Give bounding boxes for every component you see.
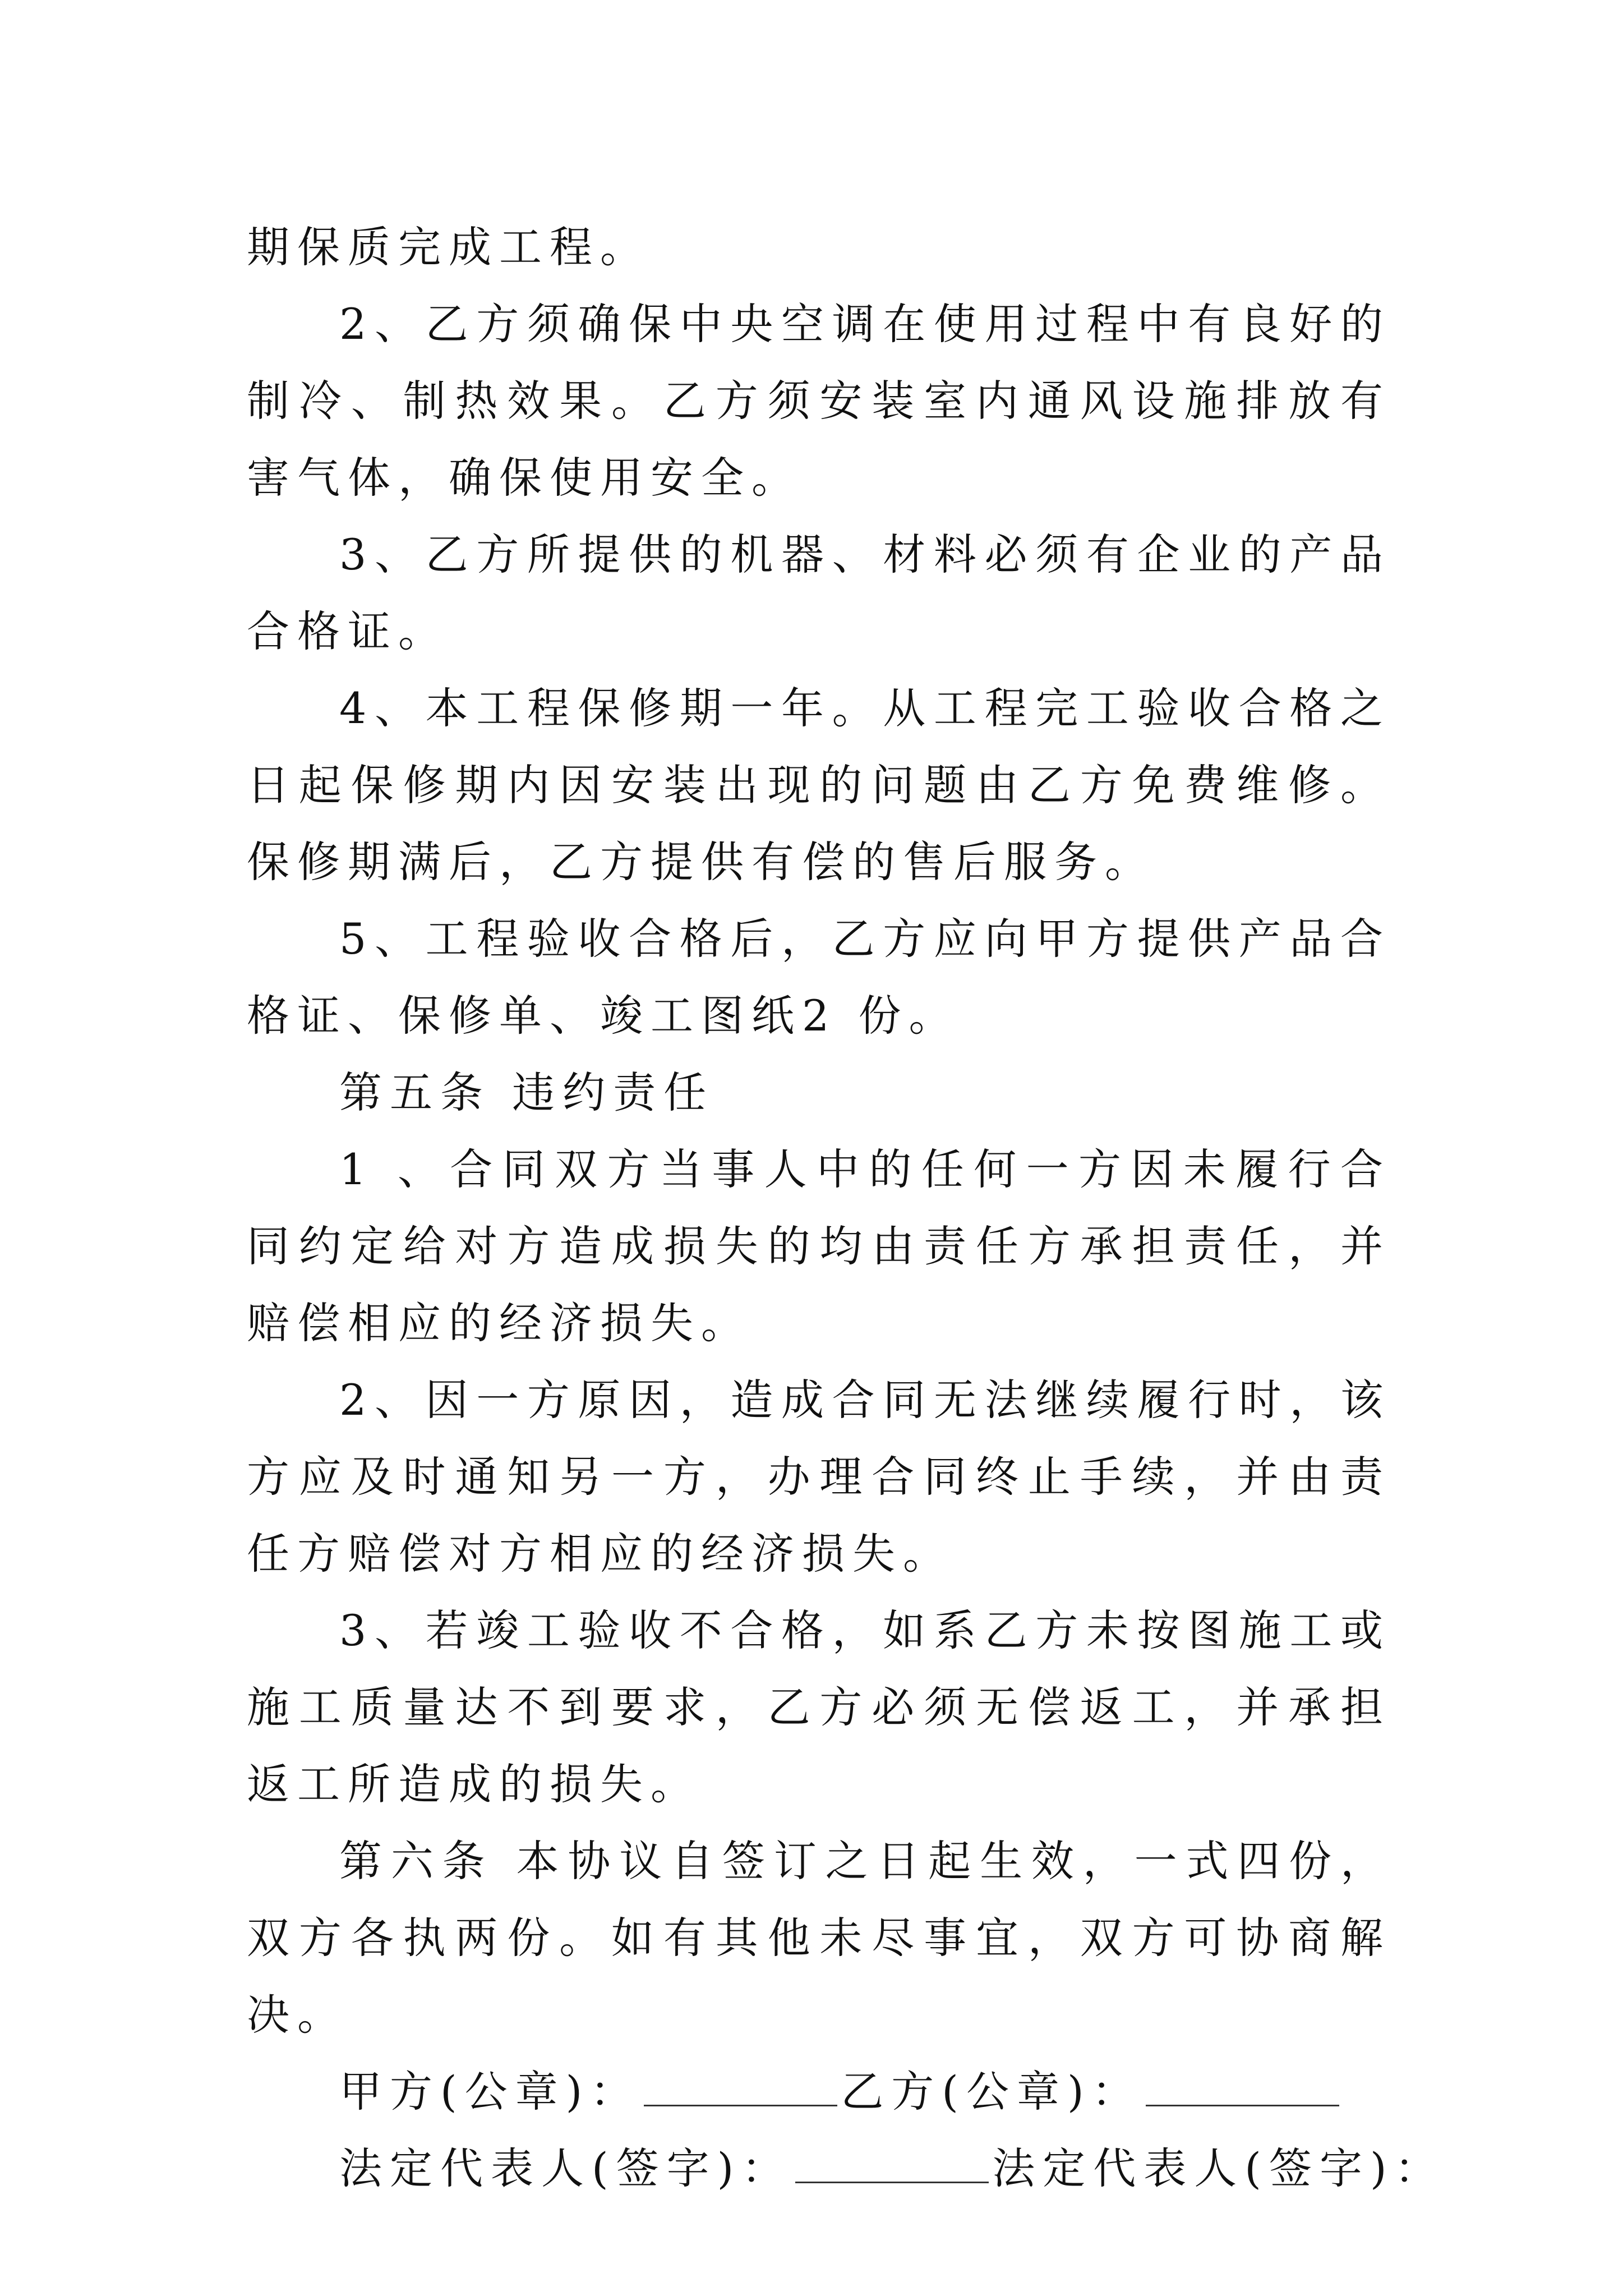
liability-item-1: 1 、合同双方当事人中的任何一方因未履行合同约定给对方造成损失的均由责任方承担责任，并赔偿相应的经济损失。 [247, 1144, 1391, 1348]
seal-line [247, 2053, 1391, 2130]
legal-rep-line [247, 2130, 1445, 2207]
party-b-seal-label: 乙方(公章)： [841, 2067, 1142, 2116]
article-5-heading: 第五条 违约责任 [339, 1068, 714, 1117]
clause-item-3-certificate: 3、乙方所提供的机器、材料必须有企业的产品合格证。 [247, 530, 1391, 656]
legal-rep-a-label: 法定代表人(签字)： [339, 2143, 792, 2193]
clause-item-5-documents: 5、工程验收合格后，乙方应向甲方提供产品合格证、保修单、竣工图纸2 份。 [247, 914, 1391, 1041]
document-body [247, 209, 1445, 2207]
party-a-seal-blank[interactable] [644, 2072, 837, 2106]
party-b-seal-blank[interactable] [1146, 2072, 1339, 2106]
clause-item-2-cooling: 2、乙方须确保中央空调在使用过程中有良好的制冷、制热效果。乙方须安装室内通风设施排放有害气体，确保使用安全。 [247, 299, 1391, 503]
liability-item-3: 3、若竣工验收不合格，如系乙方未按图施工或施工质量达不到要求，乙方必须无偿返工，并承担返工所造成的损失。 [247, 1605, 1391, 1809]
liability-item-2: 2、因一方原因，造成合同无法继续履行时，该方应及时通知另一方，办理合同终止手续，并由责任方赔偿对方相应的经济损失。 [247, 1375, 1391, 1579]
legal-rep-b-label: 法定代表人(签字)： [992, 2143, 1445, 2193]
paragraph-continuation: 期保质完成工程。 [247, 222, 651, 272]
legal-rep-a-blank[interactable] [795, 2149, 989, 2183]
article-6: 第六条 本协议自签订之日起生效，一式四份，双方各执两份。如有其他未尽事宜，双方可协商解决。 [247, 1836, 1391, 2040]
party-a-seal-label: 甲方(公章)： [339, 2067, 641, 2116]
clause-item-4-warranty: 4、本工程保修期一年。从工程完工验收合格之日起保修期内因安装出现的问题由乙方免费维修。保修期满后，乙方提供有偿的售后服务。 [247, 683, 1391, 887]
